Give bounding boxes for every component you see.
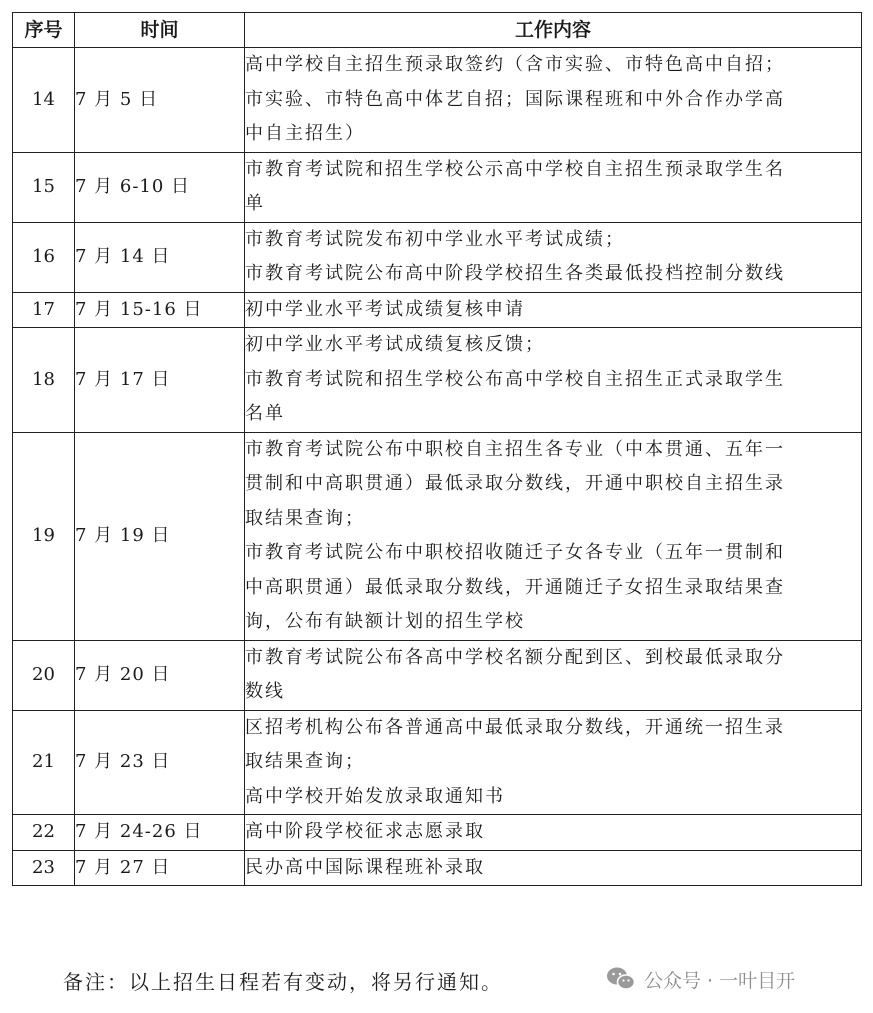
content-line: 市实验、市特色高中体艺自招；国际课程班和中外合作办学高 <box>245 88 785 110</box>
table-body <box>13 48 862 886</box>
content-line: 市教育考试院公布各高中学校名额分配到区、到校最低录取分 <box>245 646 785 668</box>
content-line: 中高职贯通）最低录取分数线，开通随迁子女招生录取结果查 <box>245 576 785 598</box>
row-time: 7 月 14 日 <box>75 222 245 292</box>
content-line: 数线 <box>245 681 285 702</box>
content-line: 询，公布有缺额计划的招生学校 <box>245 611 525 632</box>
table-row <box>13 48 862 153</box>
schedule-table <box>12 12 862 886</box>
content-line: 取结果查询； <box>245 507 365 529</box>
row-content <box>245 710 862 815</box>
header-time: 时间 <box>75 13 245 48</box>
table-header-row <box>13 13 862 48</box>
content-line: 贯制和中高职贯通）最低录取分数线，开通中职校自主招生录 <box>245 473 785 494</box>
header-content: 工作内容 <box>245 13 862 48</box>
row-time: 7 月 20 日 <box>75 640 245 710</box>
row-number: 16 <box>13 222 75 292</box>
content-line: 市教育考试院公布高中阶段学校招生各类最低投档控制分数线 <box>245 263 785 284</box>
row-content <box>245 328 862 433</box>
row-time: 7 月 27 日 <box>75 850 245 886</box>
content-line: 初中学业水平考试成绩复核反馈； <box>245 334 545 355</box>
table-row <box>13 710 862 815</box>
row-content <box>245 850 862 886</box>
content-line: 市教育考试院和招生学校公布高中学校自主招生正式录取学生 <box>245 368 785 390</box>
row-time: 7 月 19 日 <box>75 432 245 640</box>
row-time: 7 月 15-16 日 <box>75 292 245 328</box>
content-line: 民办高中国际课程班补录取 <box>245 856 485 878</box>
table-row <box>13 815 862 851</box>
row-number: 19 <box>13 432 75 640</box>
table-row <box>13 328 862 433</box>
row-number: 18 <box>13 328 75 433</box>
content-line: 市教育考试院公布中职校自主招生各专业（中本贯通、五年一 <box>245 438 785 460</box>
row-time: 7 月 6-10 日 <box>75 152 245 222</box>
content-line: 高中学校开始发放录取通知书 <box>245 785 505 807</box>
table-row <box>13 850 862 886</box>
table-row <box>13 432 862 640</box>
content-line: 单 <box>245 193 265 214</box>
row-time: 7 月 24-26 日 <box>75 815 245 851</box>
footnote: 备注：以上招生日程若有变动，将另行通知。 <box>63 970 503 994</box>
content-line: 取结果查询； <box>245 751 365 772</box>
row-content <box>245 640 862 710</box>
row-content <box>245 48 862 153</box>
row-number: 15 <box>13 152 75 222</box>
content-line: 初中学业水平考试成绩复核申请 <box>245 298 525 320</box>
row-time: 7 月 5 日 <box>75 48 245 153</box>
content-line: 市教育考试院发布初中学业水平考试成绩； <box>245 228 625 250</box>
row-content <box>245 815 862 851</box>
row-content <box>245 292 862 328</box>
row-number: 14 <box>13 48 75 153</box>
content-line: 区招考机构公布各普通高中最低录取分数线，开通统一招生录 <box>245 716 785 738</box>
header-no: 序号 <box>13 13 75 48</box>
row-number: 23 <box>13 850 75 886</box>
wechat-icon <box>606 966 636 992</box>
row-content <box>245 432 862 640</box>
row-time: 7 月 23 日 <box>75 710 245 815</box>
content-line: 名单 <box>245 403 285 424</box>
row-content <box>245 152 862 222</box>
row-number: 21 <box>13 710 75 815</box>
table-row <box>13 222 862 292</box>
row-content <box>245 222 862 292</box>
content-line: 市教育考试院公布中职校招收随迁子女各专业（五年一贯制和 <box>245 542 785 563</box>
row-number: 20 <box>13 640 75 710</box>
table-row <box>13 152 862 222</box>
table-row <box>13 292 862 328</box>
content-line: 市教育考试院和招生学校公示高中学校自主招生预录取学生名 <box>245 158 785 180</box>
watermark-text: 公众号 · 一叶目开 <box>644 969 796 992</box>
content-line: 高中阶段学校征求志愿录取 <box>245 821 485 842</box>
row-time: 7 月 17 日 <box>75 328 245 433</box>
row-number: 22 <box>13 815 75 851</box>
content-line: 中自主招生） <box>245 123 365 144</box>
watermark <box>606 962 795 996</box>
content-line: 高中学校自主招生预录取签约（含市实验、市特色高中自招； <box>245 54 785 75</box>
row-number: 17 <box>13 292 75 328</box>
table-row <box>13 640 862 710</box>
